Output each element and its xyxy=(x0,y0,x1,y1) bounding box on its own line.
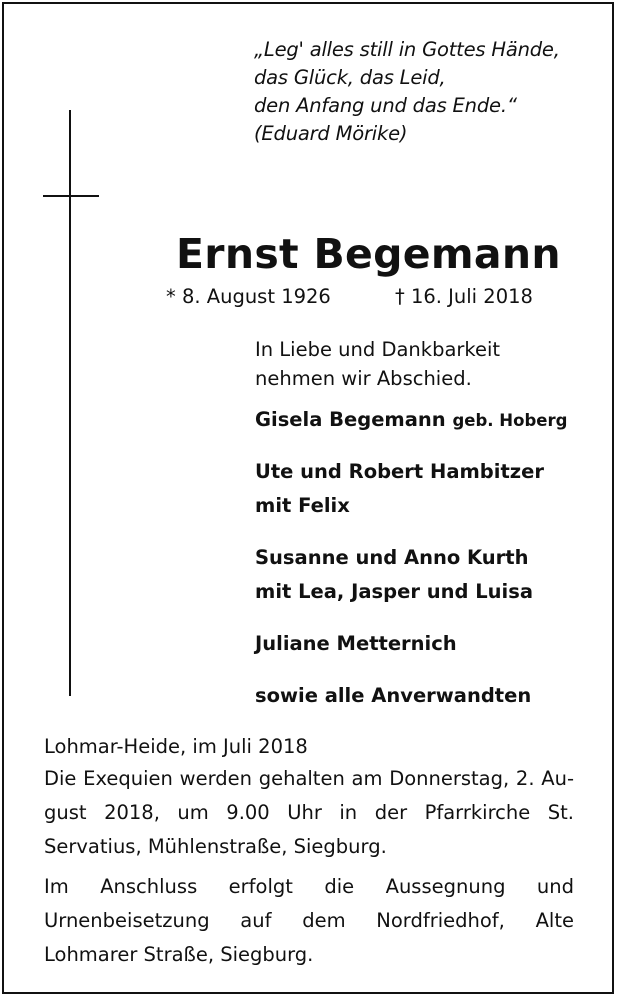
farewell-text xyxy=(255,335,500,393)
birth-date: * 8. August 1926 xyxy=(166,285,331,308)
quote-line: den Anfang und das Ende.“ xyxy=(254,94,517,117)
farewell-line: In Liebe und Dankbarkeit xyxy=(255,338,501,361)
maiden-name: geb. Hoberg xyxy=(452,411,568,430)
mourner-susanne-line2: mit Lea, Jasper und Luisa xyxy=(255,580,533,603)
quote-line: „Leg' alles still in Gottes Hände, xyxy=(254,38,560,61)
exequies-paragraph: Die Exequien werden gehalten am Donnerstag, 2. August 2018, um 9.00 Uhr in der Pfarrkirche St. Servatius, Mühlenstraße, Siegburg. xyxy=(44,767,574,858)
mourner-susanne-line1: Susanne und Anno Kurth xyxy=(255,546,529,569)
mourner-ute-line2: mit Felix xyxy=(255,494,350,517)
deceased-name: Ernst Begemann xyxy=(176,230,561,278)
place-date: Lohmar-Heide, im Juli 2018 xyxy=(44,735,308,758)
cross-icon xyxy=(69,110,71,696)
quote-line: das Glück, das Leid, xyxy=(254,66,446,89)
cross-icon-bar xyxy=(43,195,99,197)
epigraph-quote xyxy=(254,36,560,148)
death-date: † 16. Juli 2018 xyxy=(395,285,533,308)
relatives-line: sowie alle Anverwandten xyxy=(255,684,532,707)
mourner-juliane: Juliane Metternich xyxy=(255,632,457,655)
burial-paragraph: Im Anschluss erfolgt die Aussegnung und Urnenbeisetzung auf dem Nordfriedhof, Alte Lohmarer Straße, Siegburg. xyxy=(44,875,574,966)
mourner-name: Gisela Begemann xyxy=(255,408,446,431)
quote-author: (Eduard Mörike) xyxy=(254,122,408,145)
mourner-gisela xyxy=(255,403,567,438)
farewell-line: nehmen wir Abschied. xyxy=(255,367,472,390)
mourner-ute-line1: Ute und Robert Hambitzer xyxy=(255,460,544,483)
